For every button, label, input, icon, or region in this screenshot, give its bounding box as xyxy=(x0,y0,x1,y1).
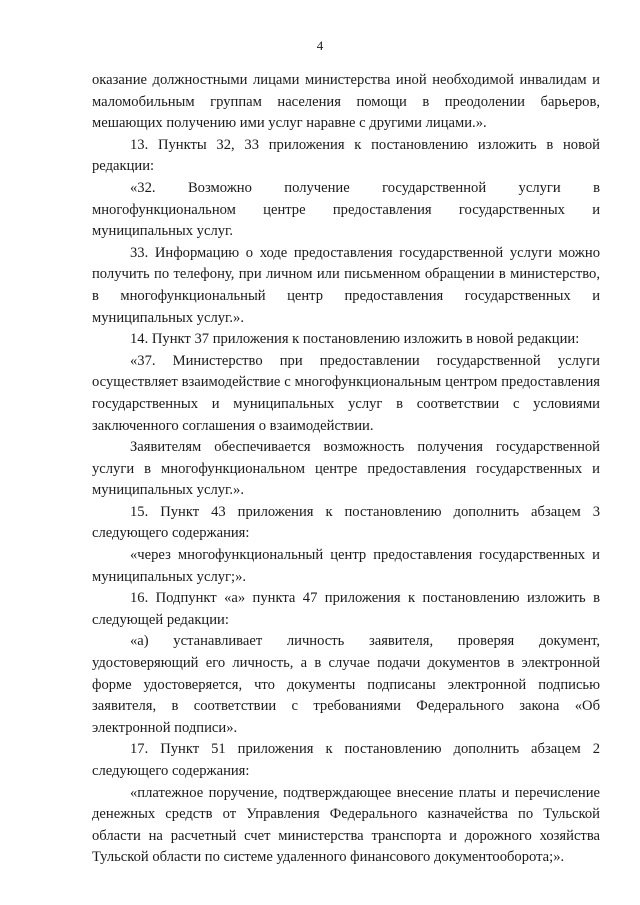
paragraph-point-32: «32. Возможно получение государственной услуги в многофункциональном центре предоставления государственных и муниципальных услуг. xyxy=(92,179,600,240)
paragraph-mfc-addition: «через многофункциональный центр предоставления государственных и муниципальных услуг;». xyxy=(92,547,600,585)
page-number: 4 xyxy=(316,38,324,53)
paragraph-item-14: 14. Пункт 37 приложения к постановлению изложить в новой редакции: xyxy=(130,331,580,348)
document-body xyxy=(92,70,600,869)
paragraph-item-13: 13. Пункты 32, 33 приложения к постановлению изложить в новой редакции: xyxy=(92,136,600,175)
paragraph-applicants: Заявителям обеспечивается возможность получения государственной услуги в многофункциональном центре предоставления государственных и муниципальных услуг.». xyxy=(92,439,600,499)
paragraph-item-16: 16. Подпункт «а» пункта 47 приложения к постановлению изложить в следующей редакции: xyxy=(92,590,600,628)
paragraph-point-33: 33. Информацию о ходе предоставления государственной услуги можно получить по телефону, при личном или письменном обращении в министерство, в многофункциональный центр предоставления государственных и муниципальных услуг.». xyxy=(92,244,600,326)
paragraph-subpoint-a: «а) устанавливает личность заявителя, проверяя документ, удостоверяющий его личность, а в случае подачи документов в электронной форме удостоверяется, что документы подписаны электронной подписью заявителя, в соответствии с требованиями Федерального закона «Об электронной подписи». xyxy=(92,633,600,736)
paragraph-payment-order: «платежное поручение, подтверждающее внесение платы и перечисление денежных средств от Управления Федерального казначейства по Тульской области на расчетный счет министерства транспорта и дорожного хозяйства Тульской области по системе удаленного финансового документооборота;». xyxy=(92,784,600,866)
paragraph-point-37: «37. Министерство при предоставлении государственной услуги осуществляет взаимодействие с многофункциональным центром предоставления государственных и муниципальных услуг в соответствии с условиями заключенного соглашения о взаимодействии. xyxy=(92,352,600,434)
paragraph-item-15: 15. Пункт 43 приложения к постановлению дополнить абзацем 3 следующего содержания: xyxy=(92,503,600,542)
paragraph-continuation: оказание должностными лицами министерства иной необходимой инвалидам и маломобильным группам населения помощи в преодолении барьеров, мешающих получению ими услуг наравне с другими лицами.». xyxy=(92,72,600,132)
paragraph-item-17: 17. Пункт 51 приложения к постановлению дополнить абзацем 2 следующего содержания: xyxy=(92,741,600,779)
